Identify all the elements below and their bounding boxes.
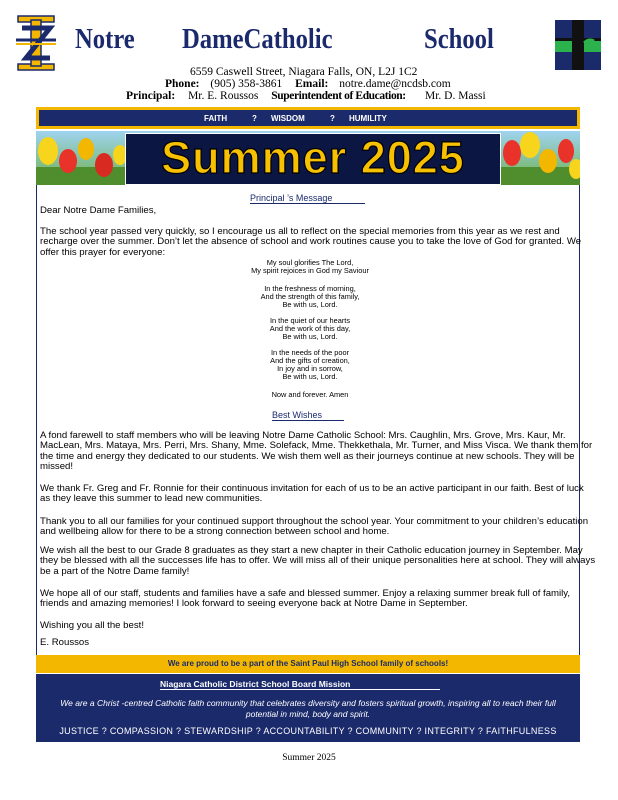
- best-wishes-heading: Best Wishes: [272, 410, 344, 421]
- school-address: 6559 Caswell Street, Niagara Falls, ON, L2J 1C2: [190, 66, 418, 78]
- superintendent-label: Superintendent of Education:: [271, 90, 406, 102]
- salutation: Dear Notre Dame Families,: [40, 205, 157, 216]
- mission-box: [36, 674, 580, 742]
- email-address[interactable]: notre.dame@ncdsb.com: [339, 78, 451, 90]
- prayer-stanza: [180, 259, 440, 275]
- motto-bar: [36, 107, 580, 129]
- motto-separator: ?: [330, 114, 335, 123]
- phone-number: (905) 358-3861: [210, 78, 283, 90]
- prayer-stanza: [180, 349, 440, 381]
- principal-label: Principal:: [126, 90, 176, 102]
- values-list: JUSTICE ? COMPASSION ? STEWARDSHIP ? ACCOUNTABILITY ? COMMUNITY ? INTEGRITY ? FAITHFULNESS: [59, 726, 557, 736]
- signature: E. Roussos: [40, 637, 90, 648]
- intro-paragraph: The school year passed very quickly, so I encourage us all to reflect on the special memories from this year as we rest and recharge over the summer. Don’t let the absence of school and work routines cause you to take the love of God for granted. We offer this prayer for everyone:: [40, 226, 582, 258]
- school-crest-logo: [14, 14, 58, 72]
- mission-heading: Niagara Catholic District School Board Mission: [160, 679, 440, 690]
- phone-label: Phone:: [165, 78, 200, 90]
- motto-wisdom: WISDOM: [271, 114, 305, 123]
- superintendent-name: Mr. D. Massi: [425, 90, 486, 102]
- prayer-line: My soul glorifies The Lord,: [266, 258, 354, 267]
- prayer-line: Be with us, Lord.: [282, 332, 338, 341]
- prayer-line: Be with us, Lord.: [282, 372, 338, 381]
- prayer-line: In the freshness of morning,: [264, 284, 356, 293]
- prayer-stanza: [180, 285, 440, 309]
- email-label: Email:: [295, 78, 329, 90]
- footer-text: Summer 2025: [282, 753, 336, 763]
- motto-humility: HUMILITY: [349, 114, 387, 123]
- school-name-word-1: Notre: [75, 24, 135, 55]
- prayer-line: And the work of this day,: [269, 324, 351, 333]
- principal-name: Mr. E. Roussos: [188, 90, 259, 102]
- school-name-word-2: DameCatholic: [182, 24, 333, 55]
- family-of-schools-text: We are proud to be a part of the Saint Paul High School family of schools!: [167, 659, 449, 668]
- prayer-line: And the gifts of creation,: [270, 356, 350, 365]
- family-of-schools-bar: [36, 655, 580, 673]
- principal-message-heading: Principal ’s Message: [250, 193, 365, 204]
- graduates-paragraph: We wish all the best to our Grade 8 graduates as they start a new chapter in their Catholic education journey in September. May they be blessed with all the successes life has to offer. We will miss all of their unique personalities here at school. They will always be a part of the Notre Dame family!: [40, 545, 596, 577]
- families-paragraph: Thank you to all our families for your continued support throughout the school year. Your commitment to your children’s education and wellbeing allow for there to be a strong connection between school and home.: [40, 516, 589, 538]
- contact-line: [165, 78, 451, 90]
- summer-banner: [36, 131, 580, 185]
- prayer-stanza: [180, 317, 440, 341]
- motto-separator: ?: [252, 114, 257, 123]
- prayer-line: In joy and in sorrow,: [277, 364, 343, 373]
- closing-line: Wishing you all the best!: [40, 620, 144, 631]
- summer-wishes-paragraph: We hope all of our staff, students and families have a safe and blessed summer. Enjoy a relaxing summer break full of family, friends and amazing memories! I look forward to seeing everyone back at Notre Dame in September.: [40, 588, 571, 610]
- prayer-closing: Now and forever. Amen: [271, 390, 349, 399]
- prayer-line: In the quiet of our hearts: [269, 316, 351, 325]
- staff-line: [126, 90, 406, 102]
- prayer-line: My spirit rejoices in God my Saviour: [251, 266, 369, 275]
- banner-title-box: [125, 133, 501, 185]
- school-name-word-3: School: [424, 24, 494, 55]
- prayer-line: And the strength of this family,: [260, 292, 360, 301]
- motto-faith: FAITH: [204, 114, 228, 123]
- prayer-line: In the needs of the poor: [270, 348, 350, 357]
- banner-title: Summer 2025: [161, 132, 465, 183]
- farewell-paragraph: A fond farewell to staff members who will be leaving Notre Dame Catholic School: Mrs. Caughlin, Mrs. Grove, Mrs. Kaur, Mr. MacLean, Mrs. Mataya, Mrs. Perri, Mrs. Shany, Mme. Solefack, Mme. Thekkethala, Mr. Turner, and Miss Visca. We thank them for the time and energy they dedicated to our students. We wish them well as their journeys continue at new schools. They will be missed!: [40, 430, 593, 473]
- mission-statement: We are a Christ -centred Catholic faith community that celebrates diversity and fosters spiritual growth, inspiring all to reach their full potential in mind, body and spirit.: [60, 698, 556, 719]
- priests-paragraph: We thank Fr. Greg and Fr. Ronnie for their continuous invitation for each of us to be an active participant in our faith. Best of luck as they leave this summer to lead new communities.: [40, 483, 584, 505]
- board-cross-logo: [555, 20, 601, 70]
- prayer-line: Be with us, Lord.: [282, 300, 338, 309]
